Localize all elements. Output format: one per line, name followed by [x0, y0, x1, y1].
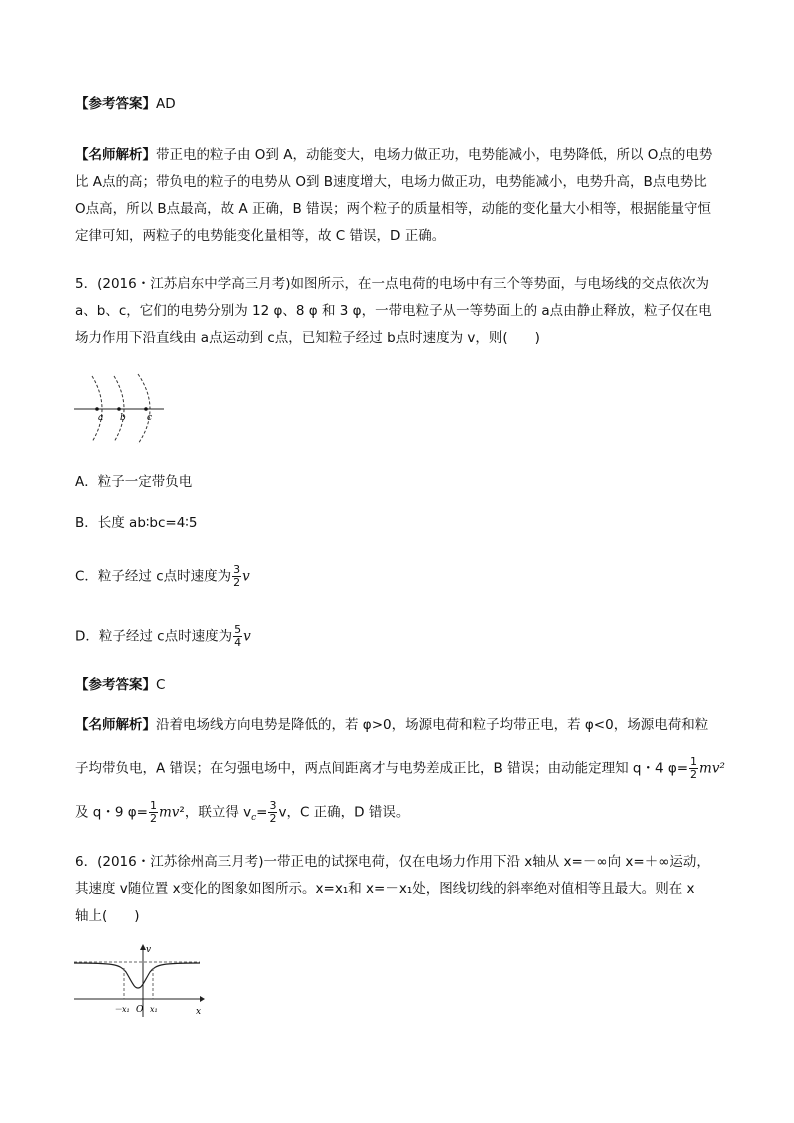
- velocity-curve: [74, 963, 200, 988]
- q5-line-2: a、b、c，它们的电势分别为 12 φ、8 φ 和 3 φ，一带电粒子从一等势面上的 a点由静止释放，粒子仅在电: [75, 303, 712, 319]
- answer-line-2: [75, 675, 165, 695]
- option-d-text: D．粒子经过 c点时速度为: [75, 628, 233, 645]
- fraction: $\frac{5}{4}$: [234, 623, 242, 649]
- fraction: $\frac{1}{2}$: [149, 799, 157, 825]
- q6-line-1: 6．(2016・江苏徐州高三月考)一带正电的试探电荷，仅在电场力作用下沿 x轴从 x=－∞向 x=＋∞运动，: [75, 854, 710, 870]
- v-label: v: [146, 945, 152, 955]
- option-b: B．长度 ab∶bc=4∶5: [75, 515, 198, 531]
- origin-label: O: [136, 1005, 144, 1015]
- velocity-position-graph: [72, 942, 207, 1020]
- option-d: D．粒子经过 c点时速度为 $\frac{5}{4}$ v: [75, 623, 251, 649]
- analysis-1-line-1: [75, 145, 712, 165]
- answer-label: 【参考答案】: [75, 96, 156, 112]
- analysis-label: 【名师解析】: [75, 147, 156, 163]
- analysis-label: 【名师解析】: [75, 717, 156, 733]
- fraction: $\frac{3}{2}$: [269, 799, 277, 825]
- point-b: [117, 407, 121, 411]
- label-a: a: [98, 413, 104, 423]
- q5-line-1: 5．(2016・江苏启东中学高三月考)如图所示，在一点电荷的电场中有三个等势面，与电场线的交点依次为: [75, 276, 709, 292]
- fraction: $\frac{1}{2}$: [690, 755, 698, 781]
- answer-line-1: [75, 94, 176, 114]
- label-c: c: [147, 413, 153, 423]
- analysis-1-line-3: O点高，所以 B点最高，故 A 正确，B 错误；两个粒子的质量相等，动能的变化量大小相等，根据能量守恒: [75, 201, 712, 217]
- point-a: [95, 407, 99, 411]
- fraction: $\frac{3}{2}$: [233, 563, 241, 589]
- analysis-1-line-2: 比 A点的高；带负电的粒子的电势从 O到 B速度增大，电场力做正功，电势能减小，电势升高，B点电势比: [75, 174, 707, 190]
- x-label: x: [196, 1007, 202, 1017]
- analysis-text: 带正电的粒子由 O到 A，动能变大，电场力做正功，电势能减小，电势降低，所以 O点的电势: [156, 147, 713, 163]
- option-a: A．粒子一定带负电: [75, 474, 193, 490]
- q5-line-3: 场力作用下沿直线由 a点运动到 c点，已知粒子经过 b点时速度为 v，则( ): [75, 330, 540, 346]
- analysis-1-line-4: 定律可知，两粒子的电势能变化量相等，故 C 错误，D 正确。: [75, 228, 446, 244]
- analysis-2-line-2: 子均带负电，A 错误；在匀强电场中，两点间距离才与电势差成正比，B 错误；由动能定理知 q・4 φ= $\frac{1}{2}$ mv²: [75, 755, 725, 781]
- q6-line-2: 其速度 v随位置 x变化的图象如图所示。x=x₁和 x=－x₁处，图线切线的斜率绝对值相等且最大。则在 x: [75, 881, 695, 897]
- neg-x1-label: －x₁: [114, 1005, 130, 1014]
- answer-value: C: [156, 677, 166, 693]
- q6-line-3: 轴上( ): [75, 908, 140, 924]
- label-b: b: [120, 413, 126, 423]
- x-axis-arrow: [200, 996, 205, 1002]
- analysis-2-line-1: [75, 715, 708, 735]
- equipotential-figure: [72, 372, 172, 444]
- point-c: [144, 407, 148, 411]
- analysis-text: 沿着电场线方向电势是降低的，若 φ>0，场源电荷和粒子均带正电，若 φ<0，场源电荷和粒: [156, 717, 709, 733]
- x1-label: x₁: [150, 1005, 158, 1014]
- answer-label: 【参考答案】: [75, 677, 156, 693]
- option-c-text: C．粒子经过 c点时速度为: [75, 568, 232, 585]
- option-c: C．粒子经过 c点时速度为 $\frac{3}{2}$ v: [75, 563, 250, 589]
- answer-value: AD: [156, 96, 176, 112]
- analysis-2-line-3: 及 q・9 φ= $\frac{1}{2}$ mv²，联立得 $v_c=$ $\frac{3}{2}$ v，C 正确，D 错误。: [75, 799, 410, 825]
